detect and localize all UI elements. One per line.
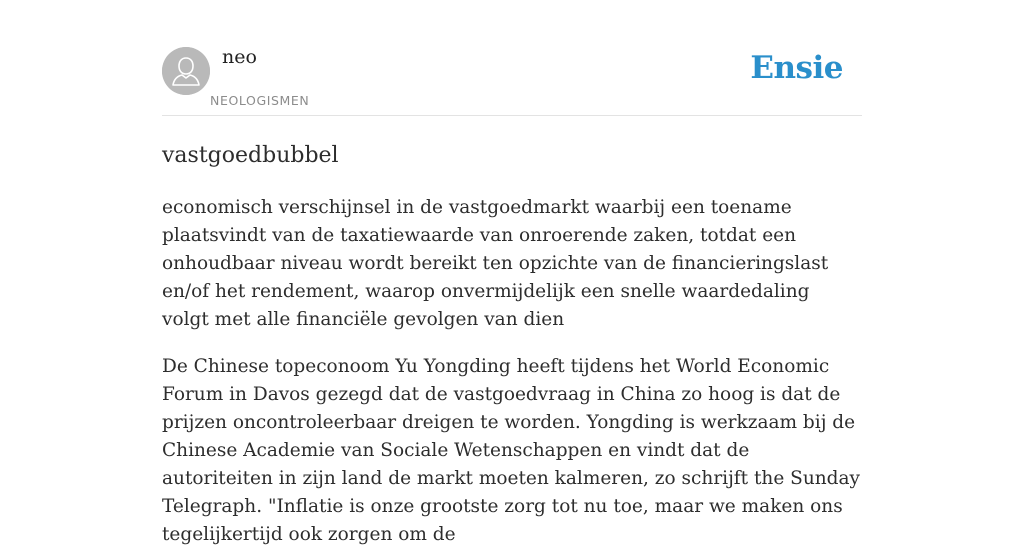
category-label[interactable]: NEOLOGISMEN <box>210 93 310 108</box>
entry-definition: economisch verschijnsel in de vastgoedmarkt waarbij een toename plaatsvindt van de taxatiewaarde van onroerende zaken, totdat een onhoudbaar niveau wordt bereikt ten opzichte van de financieringslast en/of het rendement, waarop onvermijdelijk een snelle waardedaling volgt met alle financiële gevolgen van dien <box>162 197 829 330</box>
page <box>162 0 862 549</box>
entry-header <box>162 0 862 116</box>
author-username-link[interactable]: neo <box>222 46 257 68</box>
site-logo[interactable]: Ensie <box>750 50 843 86</box>
entry-title: vastgoedbubbel <box>162 143 339 168</box>
user-avatar-icon[interactable] <box>162 47 210 95</box>
entry-example: De Chinese topeconoom Yu Yongding heeft tijdens het World Economic Forum in Davos gezegd dat de vastgoedvraag in China zo hoog is dat de prijzen oncontroleerbaar dreigen te worden. Yongding is werkzaam bij de Chinese Academie van Sociale Wetenschappen en vindt dat de autoriteiten in zijn land de markt moeten kalmeren, zo schrijft the Sunday Telegraph. "Inflatie is onze grootste zorg tot nu toe, maar we maken ons tegelijkertijd ook zorgen om de <box>162 356 860 545</box>
